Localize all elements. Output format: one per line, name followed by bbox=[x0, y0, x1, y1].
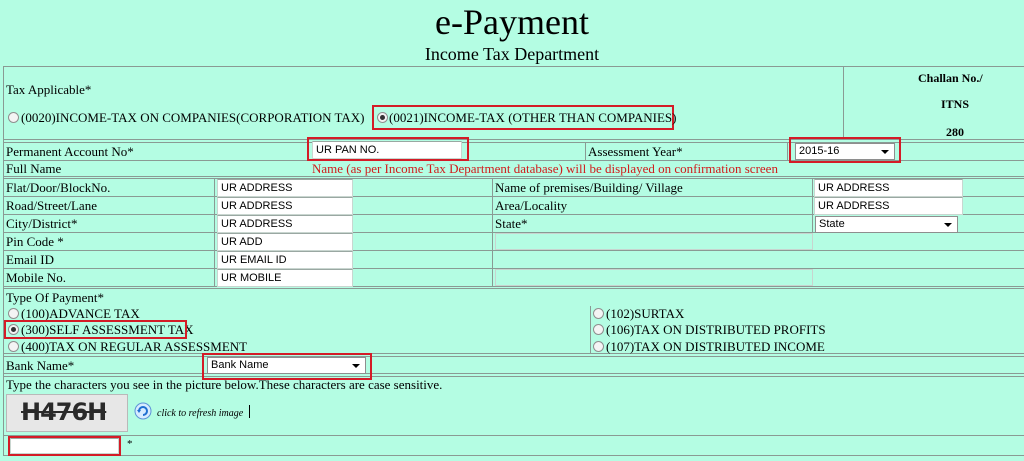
assessment-year-value: 2015-16 bbox=[799, 145, 840, 157]
full-name-note: Name (as per Income Tax Department database) will be displayed on confirmation screen bbox=[312, 161, 778, 176]
grid-line bbox=[3, 288, 1024, 289]
tax-0021-label: (0021)INCOME-TAX (OTHER THAN COMPANIES) bbox=[389, 110, 677, 125]
state-value: State bbox=[819, 218, 845, 230]
payment-107-label: (107)TAX ON DISTRIBUTED INCOME bbox=[606, 339, 825, 354]
highlight-box bbox=[8, 436, 121, 456]
radio-payment-107[interactable] bbox=[593, 341, 604, 352]
payment-102-label: (102)SURTAX bbox=[606, 306, 685, 321]
flat-label: Flat/Door/BlockNo. bbox=[6, 180, 111, 195]
grid-line bbox=[3, 250, 1024, 251]
chevron-down-icon bbox=[944, 223, 952, 227]
mobile-input[interactable]: UR MOBILE bbox=[217, 269, 353, 287]
grid-line bbox=[812, 178, 813, 232]
area-input[interactable]: UR ADDRESS bbox=[814, 197, 963, 215]
grid-line bbox=[843, 66, 844, 139]
state-select[interactable] bbox=[815, 216, 958, 233]
payment-400-label: (400)TAX ON REGULAR ASSESSMENT bbox=[21, 339, 248, 354]
empty-cell bbox=[495, 269, 813, 286]
refresh-icon[interactable] bbox=[134, 402, 152, 420]
flat-input[interactable]: UR ADDRESS bbox=[217, 179, 353, 197]
pan-input[interactable]: UR PAN NO. bbox=[312, 141, 462, 159]
mobile-label: Mobile No. bbox=[6, 270, 66, 285]
highlight-box bbox=[4, 320, 187, 339]
grid-line bbox=[3, 66, 1024, 67]
grid-line bbox=[590, 306, 591, 353]
grid-line bbox=[787, 142, 788, 160]
tax-0020-label: (0020)INCOME-TAX ON COMPANIES(CORPORATION TAX) bbox=[21, 110, 365, 125]
grid-line bbox=[585, 142, 586, 160]
radio-payment-400[interactable] bbox=[8, 341, 19, 352]
full-name-label: Full Name bbox=[6, 161, 62, 176]
page-subtitle: Income Tax Department bbox=[424, 44, 600, 64]
empty-cell bbox=[495, 233, 813, 250]
road-label: Road/Street/Lane bbox=[6, 198, 97, 213]
radio-tax-0020[interactable] bbox=[8, 112, 19, 123]
assessment-year-label: Assessment Year* bbox=[588, 144, 683, 159]
required-mark: * bbox=[127, 438, 133, 450]
pin-label: Pin Code * bbox=[6, 234, 64, 249]
payment-106-label: (106)TAX ON DISTRIBUTED PROFITS bbox=[606, 322, 826, 337]
radio-tax-0021[interactable] bbox=[377, 112, 388, 123]
grid-line bbox=[3, 66, 4, 456]
state-label: State* bbox=[495, 216, 528, 231]
captcha-text: H476H bbox=[21, 398, 107, 426]
highlight-box bbox=[307, 137, 469, 161]
radio-payment-102[interactable] bbox=[593, 308, 604, 319]
area-label: Area/Locality bbox=[495, 198, 568, 213]
itns-number: 280 bbox=[946, 125, 964, 139]
grid-line bbox=[3, 286, 1024, 287]
highlight-box bbox=[789, 137, 901, 163]
captcha-image bbox=[6, 394, 128, 432]
itns-label: ITNS bbox=[941, 97, 970, 111]
grid-line bbox=[214, 178, 215, 286]
email-input[interactable]: UR EMAIL ID bbox=[217, 251, 353, 269]
grid-line bbox=[3, 356, 1024, 357]
payment-type-label: Type Of Payment* bbox=[6, 290, 105, 305]
pin-input[interactable]: UR ADD bbox=[217, 233, 353, 251]
radio-payment-106[interactable] bbox=[593, 324, 604, 335]
premises-label: Name of premises/Building/ Village bbox=[495, 180, 683, 195]
road-input[interactable]: UR ADDRESS bbox=[217, 197, 353, 215]
grid-line bbox=[3, 373, 1024, 374]
payment-100-label: (100)ADVANCE TAX bbox=[21, 306, 140, 321]
city-input[interactable]: UR ADDRESS bbox=[217, 215, 353, 233]
city-label: City/District* bbox=[6, 216, 78, 231]
bank-value: Bank Name bbox=[211, 359, 269, 371]
payment-300-label: (300)SELF ASSESSMENT TAX bbox=[21, 322, 194, 337]
highlight-box bbox=[202, 353, 372, 380]
refresh-label[interactable]: click to refresh image bbox=[157, 408, 244, 419]
text-cursor bbox=[249, 405, 250, 418]
radio-payment-100[interactable] bbox=[8, 308, 19, 319]
premises-input[interactable]: UR ADDRESS bbox=[814, 179, 963, 197]
pan-label: Permanent Account No* bbox=[6, 144, 134, 159]
captcha-instruction: Type the characters you see in the picture below.These characters are case sensitive. bbox=[6, 377, 443, 392]
challan-label: Challan No./ bbox=[918, 71, 983, 85]
bank-label: Bank Name* bbox=[6, 358, 75, 373]
grid-line bbox=[3, 455, 1024, 456]
grid-line bbox=[492, 178, 493, 286]
email-label: Email ID bbox=[6, 252, 55, 267]
tax-applicable-label: Tax Applicable* bbox=[6, 82, 92, 97]
page-title: e-Payment bbox=[435, 2, 589, 42]
grid-line bbox=[3, 435, 1024, 436]
